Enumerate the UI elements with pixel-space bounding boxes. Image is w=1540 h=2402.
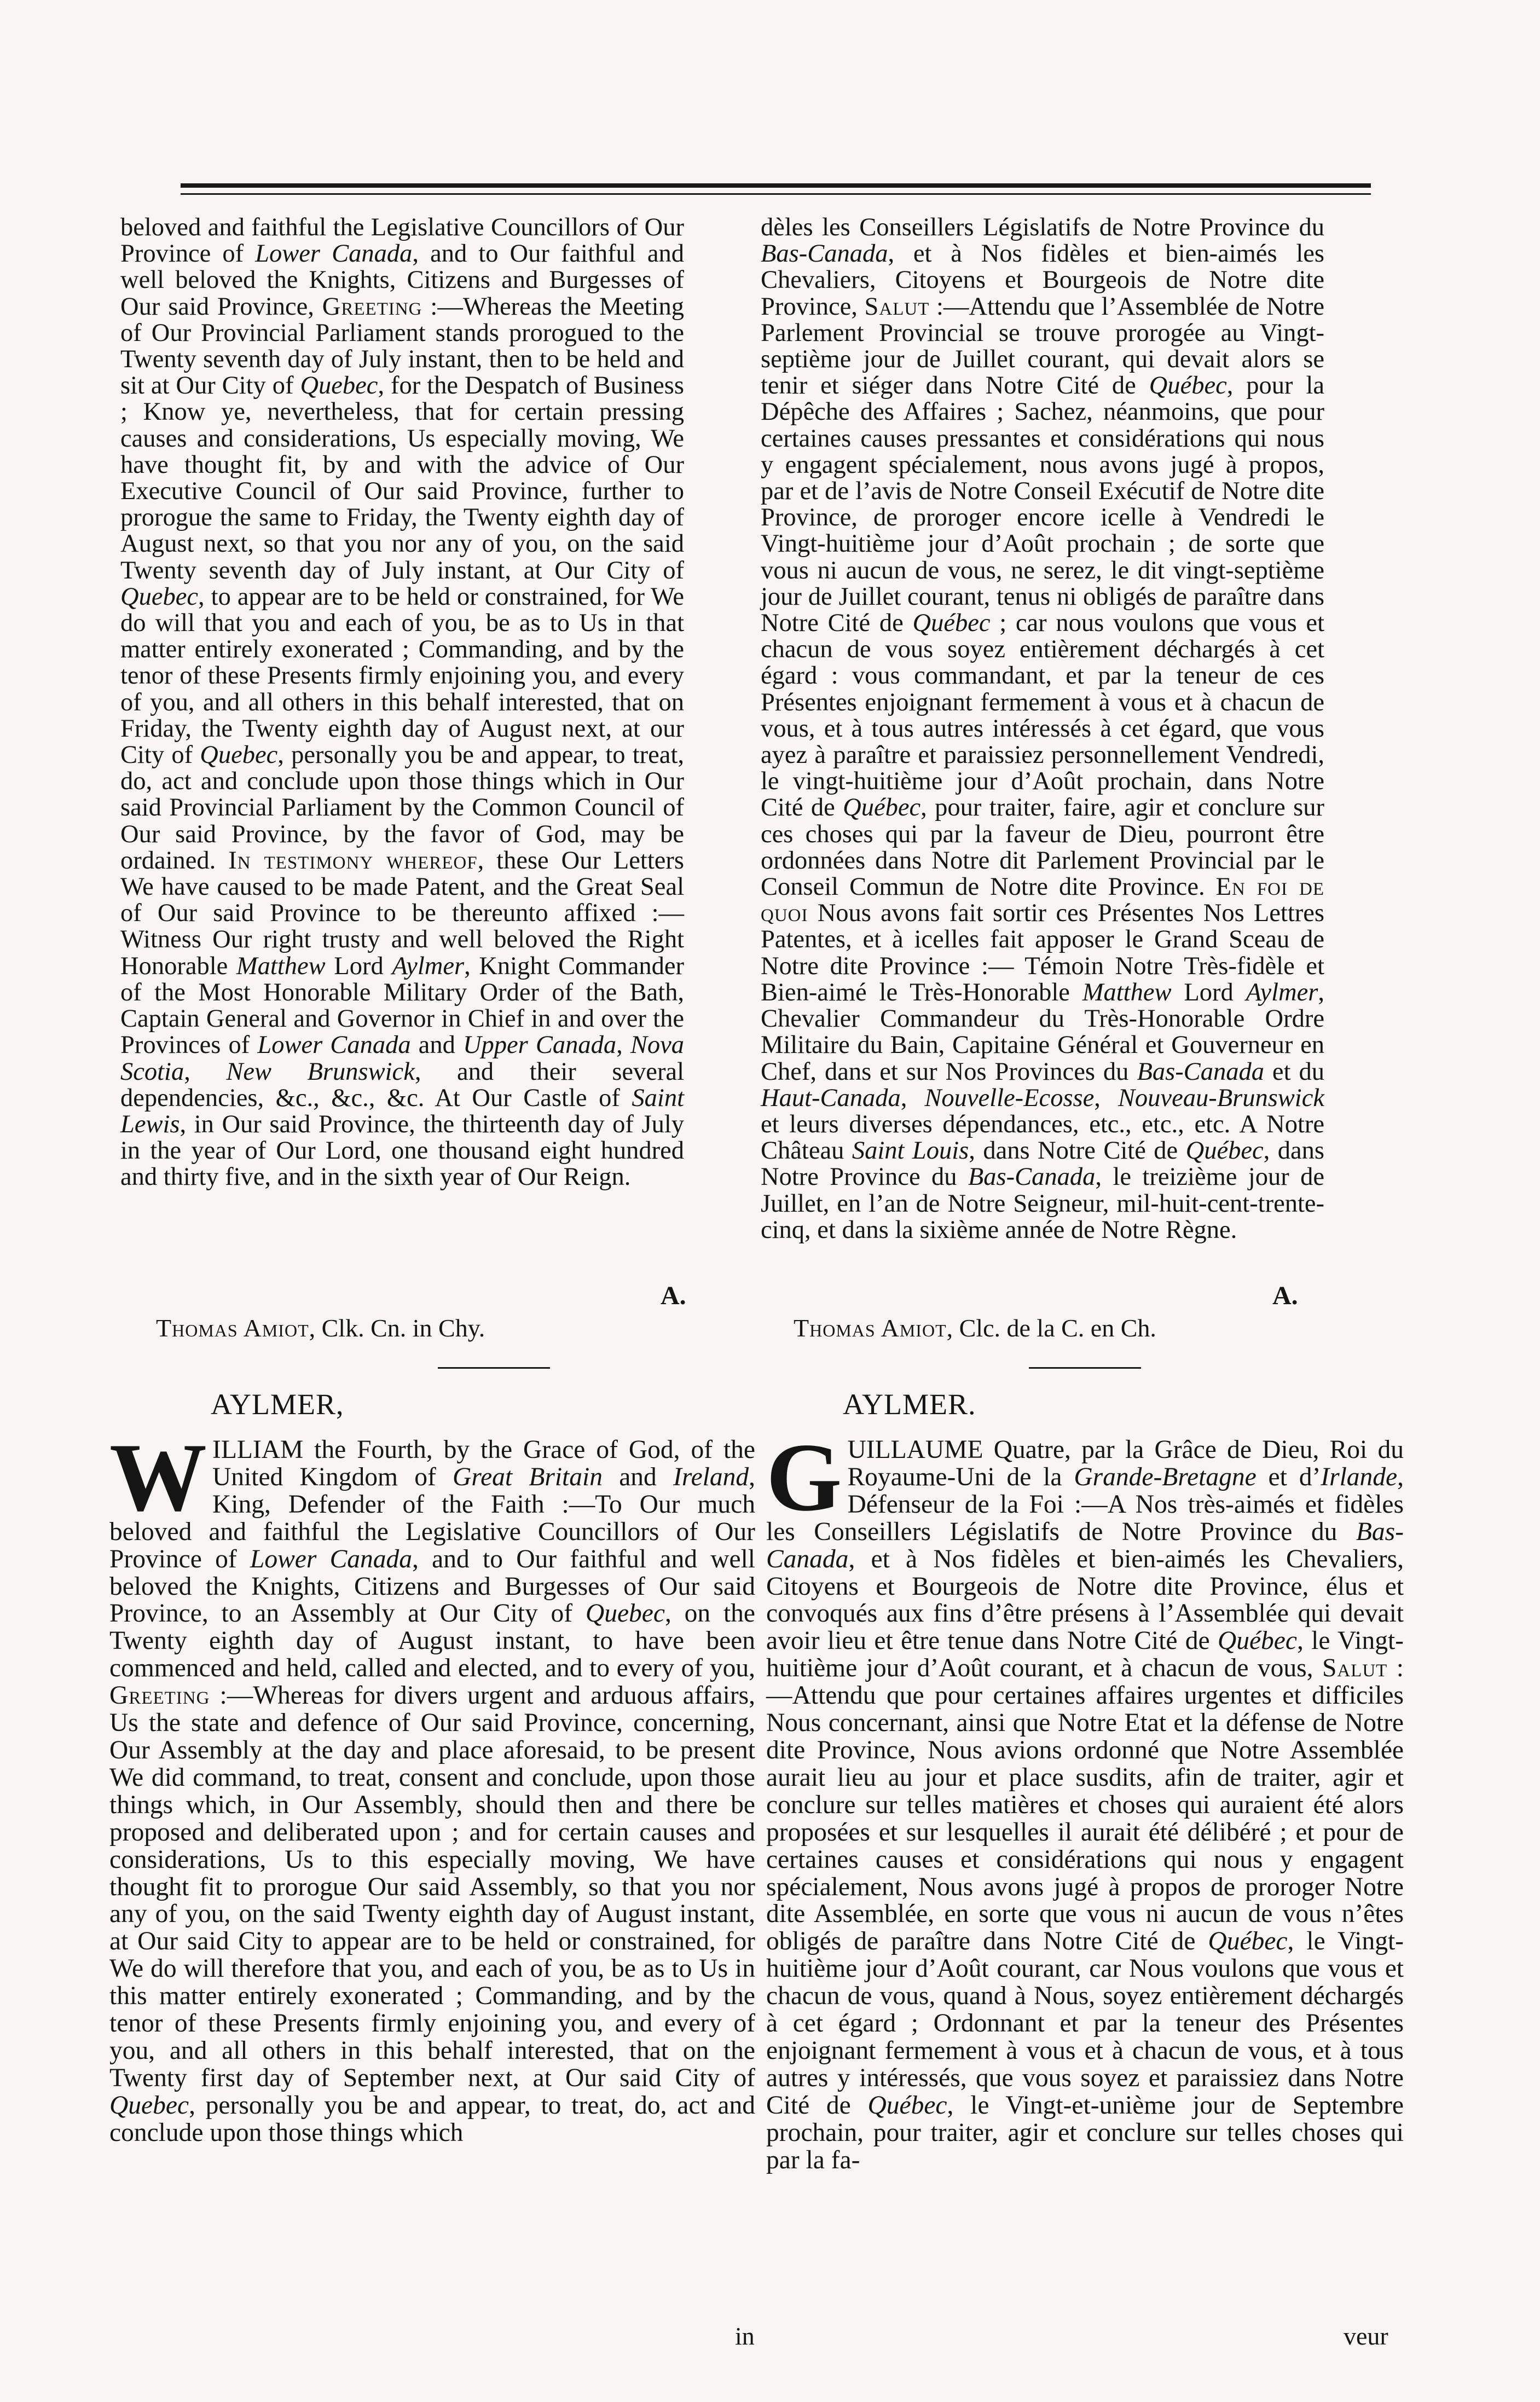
heading-aylmer-french: AYLMER. xyxy=(843,1388,976,1421)
italic-run: Quebec xyxy=(300,372,378,400)
italic-run: Quebec xyxy=(109,2091,189,2120)
italic-run: Québec xyxy=(1208,1927,1288,1956)
clerk-signature-english: Thomas Amiot, Clk. Cn. in Chy. xyxy=(156,1314,485,1342)
italic-run: Québec xyxy=(1149,372,1227,400)
italic-run: Nova Scotia xyxy=(120,1031,685,1086)
catchword-french: veur xyxy=(1344,2322,1388,2350)
small-caps-run: Salut xyxy=(1322,1654,1388,1683)
heading-aylmer-english: AYLMER, xyxy=(211,1388,344,1421)
italic-run: Quebec xyxy=(200,741,278,769)
italic-run: Bas-Canada xyxy=(761,240,888,268)
italic-run: Aylmer xyxy=(1246,978,1318,1006)
upper-english-column xyxy=(120,215,684,1191)
dropcap-w: W xyxy=(109,1423,207,1531)
italic-run: Bas-Canada xyxy=(766,1517,1404,1573)
small-caps-run: Thomas Amiot xyxy=(156,1314,309,1342)
clerk-signature-french: Thomas Amiot, Clc. de la C. en Ch. xyxy=(794,1314,1156,1342)
lower-english-text: ILLIAM the Fourth, by the Grace of God, of the United Kingdom of Great Britain and Ireland, King, Defender of the Faith :—To Our much beloved and faithful the Legislative Councillors of Our Province of Lower Canada, and to Our faithful and well beloved the Knights, Citizens and Burgesses of Our said Province, to an Assembly at Our City of Quebec, on the Twenty eighth day of August instant, to have been commenced and held, called and elected, and to every of you, Greeting :—Whereas for divers urgent and arduous affairs, Us the state and defence of Our said Province, concerning, Our Assembly at the day and place aforesaid, to be present We did command, to treat, consent and conclude, upon those things which, in Our Assembly, should then and there be proposed and deliberated upon ; and for certain causes and considerations, Us to this especially moving, We have thought fit to prorogue Our said Assembly, so that you nor any of you, on the said Twenty eighth day of August instant, at Our said City to appear are to be held or constrained, for We do will therefore that you, and each of you, be as to Us in this matter entirely exonerated ; Commanding, and by the tenor of these Presents firmly enjoining you, and every of you, and all others in this behalf interested, that on the Twenty first day of September next, at Our said City of Quebec, personally you be and appear, to treat, do, act and conclude upon those things which xyxy=(109,1436,755,2147)
lower-french-column xyxy=(766,1423,1404,2174)
lower-english-column xyxy=(109,1423,755,2147)
italic-run: Québec xyxy=(1217,1627,1297,1656)
italic-run: Matthew xyxy=(1082,978,1172,1006)
italic-run: Haut-Canada xyxy=(761,1084,901,1112)
lower-french-paragraph xyxy=(766,1423,1404,2174)
italic-run: Lower Canada xyxy=(255,240,413,268)
italic-run: Saint Lewis xyxy=(120,1084,684,1138)
small-caps-run: En foi de quoi xyxy=(761,873,1324,928)
italic-run: Grande-Bretagne xyxy=(1074,1462,1257,1491)
italic-run: Québec xyxy=(843,794,921,822)
top-double-rule-thick xyxy=(181,183,1371,188)
upper-french-column xyxy=(761,215,1324,1243)
small-caps-run: Greeting xyxy=(322,292,422,321)
top-double-rule-thin xyxy=(181,193,1371,195)
italic-run: Great Britain xyxy=(453,1462,603,1491)
lower-french-text: UILLAUME Quatre, par la Grâce de Dieu, Roi du Royaume-Uni de la Grande-Bretagne et d’Irlande, Défenseur de la Foi :—A Nos très-aimés et fidèles les Conseillers Législatifs de Notre Province du Bas-Canada, et à Nos fidèles et bien-aimés les Chevaliers, Citoyens et Bourgeois de Notre dite Province, élus et convoqués aux fins d’être présens à l’Assemblée qui devait avoir lieu et être tenue dans Notre Cité de Québec, le Vingt-huitième jour d’Août courant, et à chacun de vous, Salut :—Attendu que pour certaines affaires urgentes et difficiles Nous concernant, ainsi que Notre Etat et la défense de Notre dite Province, Nous avions ordonné que Notre Assemblée aurait lieu au jour et place susdits, afin de traiter, agir et conclure sur telles matières et choses qui auraient été alors proposées et sur lesquelles il aurait été délibéré ; et pour de certaines causes et considérations qui nous y engagent spécialement, Nous avons jugé à propos de proroger Notre dite Assemblée, en sorte que vous ni aucun de vous n’êtes obligés de paraître dans Notre Cité de Québec, le Vingt-huitième jour d’Août courant, car Nous voulons que vous et chacun de vous, quand à Nous, soyez entièrement déchargés à cet égard ; Ordonnant et par la teneur des Présentes enjoignant fermement à vous et à chacun de vous, et à tous autres y intéressés, que vous soyez et paraissiez dans Notre Cité de Québec, le Vingt-et-unième jour de Septembre prochain, pour traiter, agir et conclure sur telles choses qui par la fa- xyxy=(766,1436,1404,2174)
italic-run: Quebec xyxy=(585,1599,665,1628)
dropcap-g: G xyxy=(766,1423,842,1531)
signature-letter-english: A. xyxy=(661,1281,686,1310)
italic-run: Aylmer xyxy=(392,952,465,980)
small-caps-run: Thomas Amiot xyxy=(794,1314,947,1342)
small-caps-run: In testimony whereof xyxy=(228,846,478,875)
italic-run: Bas-Canada xyxy=(1137,1057,1264,1086)
italic-run: Irlande xyxy=(1321,1462,1398,1491)
italic-run: Lower Canada xyxy=(257,1031,411,1060)
small-caps-run: Salut xyxy=(864,292,930,321)
lower-english-paragraph xyxy=(109,1423,755,2147)
italic-run: Nouveau-Brunswick xyxy=(1118,1084,1325,1112)
separator-rule-english xyxy=(438,1367,550,1369)
signature-letter-french: A. xyxy=(1272,1281,1298,1310)
italic-run: Matthew xyxy=(236,952,326,980)
italic-run: Lower Canada xyxy=(250,1544,413,1573)
italic-run: Ireland xyxy=(673,1462,749,1491)
italic-run: Québec xyxy=(867,2091,947,2120)
upper-english-paragraph: beloved and faithful the Legislative Councillors of Our Province of Lower Canada, and to Our faithful and well beloved the Knights, Citizens and Burgesses of Our said Province, Greeting :—Whereas the Meeting of Our Provincial Parliament stands prorogued to the Twenty seventh day of July instant, then to be held and sit at Our City of Quebec, for the Despatch of Business ; Know ye, nevertheless, that for certain pressing causes and considerations, Us especially moving, We have thought fit, by and with the advice of Our Executive Council of Our said Province, further to prorogue the same to Friday, the Twenty eighth day of August next, so that you nor any of you, on the said Twenty seventh day of July instant, at Our City of Quebec, to appear are to be held or constrained, for We do will that you and each of you, be as to Us in that matter entirely exonerated ; Commanding, and by the tenor of these Presents firmly enjoining you, and every of you, and all others in this behalf interested, that on Friday, the Twenty eighth day of August next, at our City of Quebec, personally you be and appear, to treat, do, act and conclude upon those things which in Our said Provincial Parliament by the Common Council of Our said Province, by the favor of God, may be ordained. In testimony whereof, these Our Letters We have caused to be made Patent, and the Great Seal of Our said Province to be thereunto affixed :—Witness Our right trusty and well beloved the Right Honorable Matthew Lord Aylmer, Knight Commander of the Most Honorable Military Order of the Bath, Captain General and Governor in Chief in and over the Provinces of Lower Canada and Upper Canada, Nova Scotia, New Brunswick, and their several dependencies, &c., &c., &c. At Our Castle of Saint Lewis, in Our said Province, the thirteenth day of July in the year of Our Lord, one thousand eight hundred and thirty five, and in the sixth year of Our Reign. xyxy=(120,213,685,1191)
separator-rule-french xyxy=(1029,1367,1141,1369)
italic-run: Upper Canada xyxy=(462,1031,617,1060)
catchword-english: in xyxy=(735,2322,755,2350)
italic-run: Québec xyxy=(1185,1137,1264,1165)
italic-run: Saint Louis xyxy=(852,1137,969,1165)
italic-run: New Brunswick xyxy=(226,1057,415,1086)
italic-run: Québec xyxy=(912,609,991,638)
italic-run: Quebec xyxy=(120,582,198,611)
small-caps-run: Greeting xyxy=(109,1681,210,1710)
italic-run: Bas-Canada xyxy=(968,1163,1096,1191)
italic-run: Nouvelle-Ecosse xyxy=(924,1084,1095,1112)
upper-french-paragraph: dèles les Conseillers Législatifs de Notre Province du Bas-Canada, et à Nos fidèles et bien-aimés les Chevaliers, Citoyens et Bourgeois de Notre dite Province, Salut :—Attendu que l’Assemblée de Notre Parlement Provincial se trouve prorogée au Vingt-septième jour de Juillet courant, qui devait alors se tenir et siéger dans Notre Cité de Québec, pour la Dépêche des Affaires ; Sachez, néanmoins, que pour certaines causes pressantes et considérations qui nous y engagent spécialement, nous avons jugé à propos, par et de l’avis de Notre Conseil Exécutif de Notre dite Province, de proroger encore icelle à Vendredi le Vingt-huitième jour d’Août prochain ; de sorte que vous ni aucun de vous, ne serez, le dit vingt-septième jour de Juillet courant, tenus ni obligés de paraître dans Notre Cité de Québec ; car nous voulons que vous et chacun de vous soyez entièrement déchargés à cet égard : vous commandant, et par la teneur de ces Présentes enjoignant fermement à vous et à chacun de vous, et à tous autres intéressés à cet égard, que vous ayez à paraître et paraissiez personnellement Vendredi, le vingt-huitième jour d’Août prochain, dans Notre Cité de Québec, pour traiter, faire, agir et conclure sur ces choses qui par la faveur de Dieu, pourront être ordonnées dans Notre dit Parlement Provincial par le Conseil Commun de Notre dite Province. En foi de quoi Nous avons fait sortir ces Présentes Nos Lettres Patentes, et à icelles fait apposer le Grand Sceau de Notre dite Province :— Témoin Notre Très-fidèle et Bien-aimé le Très-Honorable Matthew Lord Aylmer, Chevalier Commandeur du Très-Honorable Ordre Militaire du Bain, Capitaine Général et Gouverneur en Chef, dans et sur Nos Provinces du Bas-Canada et du Haut-Canada, Nouvelle-Ecosse, Nouveau-Brunswick et leurs diverses dépendances, etc., etc., etc. A Notre Château Saint Louis, dans Notre Cité de Québec, dans Notre Province du Bas-Canada, le treizième jour de Juillet, en l’an de Notre Seigneur, mil-huit-cent-trente-cinq, et dans la sixième année de Notre Règne. xyxy=(761,213,1325,1244)
